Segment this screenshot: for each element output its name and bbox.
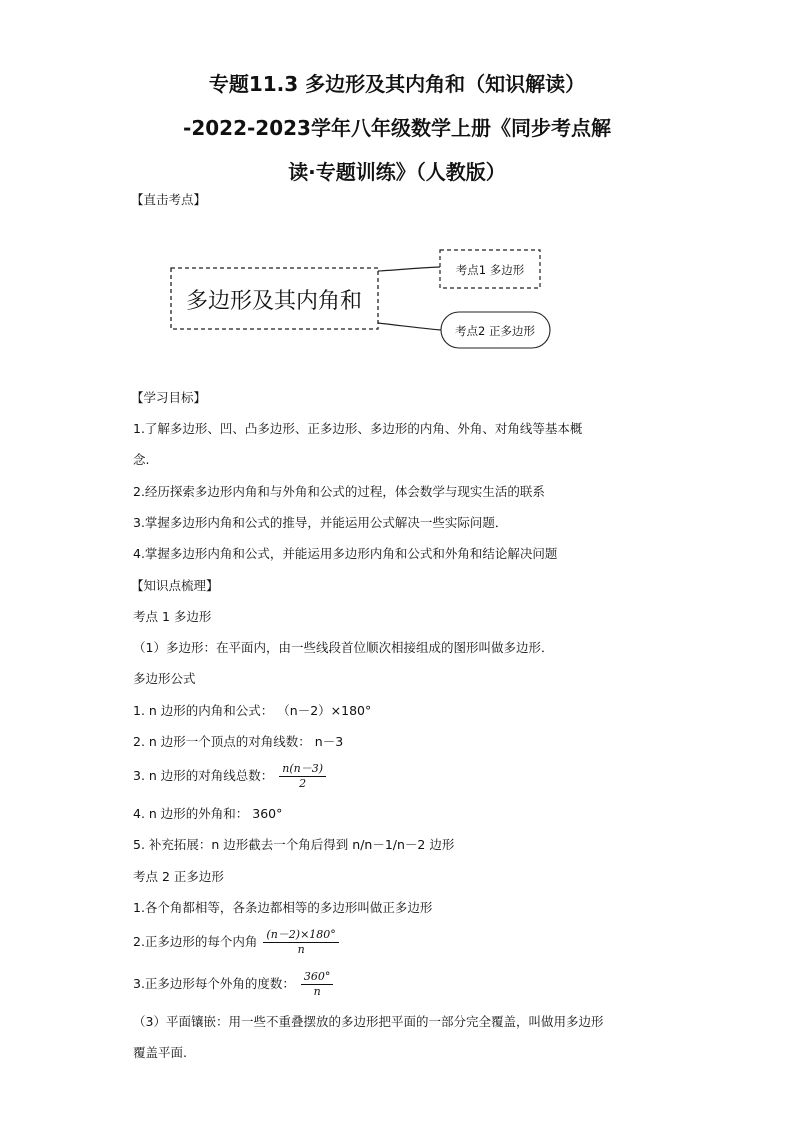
goal-1-cont: 念.	[133, 452, 150, 467]
point1-heading: 考点 1 多边形	[133, 609, 212, 624]
regular-rule-3	[133, 970, 333, 999]
formula-3-numerator: n(n－3)	[279, 762, 326, 777]
regular-rule-2-denominator: n	[297, 943, 305, 956]
section-knowledge: 【知识点梳理】	[131, 578, 219, 593]
regular-rule-3-fraction	[301, 970, 334, 999]
formula-3-label: 3. n 边形的对角线总数：	[133, 768, 274, 783]
formula-3	[133, 762, 326, 791]
section-direct-points: 【直击考点】	[131, 192, 207, 207]
mindmap-node-1-label: 考点1 多边形	[455, 263, 525, 277]
point1-definition: （1）多边形：在平面内，由一些线段首位顺次相接组成的图形叫做多边形．	[133, 640, 554, 655]
mindmap-connector-1	[378, 267, 440, 271]
tiling-line-2: 覆盖平面.	[133, 1045, 187, 1060]
formula-3-fraction	[279, 762, 326, 791]
goal-1: 1.了解多边形、凹、凸多边形、正多边形、多边形的内角、外角、对角线等基本概	[133, 421, 583, 436]
regular-rule-3-numerator: 360°	[301, 970, 334, 985]
regular-rule-3-label: 3.正多边形每个外角的度数：	[133, 976, 295, 991]
regular-rule-2	[133, 928, 339, 957]
formula-4: 4. n 边形的外角和： 360°	[133, 806, 283, 821]
title-line-3: 读·专题训练》（人教版）	[288, 160, 506, 184]
regular-rule-2-numerator: (n－2)×180°	[263, 928, 338, 943]
goal-2: 2.经历探索多边形内角和与外角和公式的过程，体会数学与现实生活的联系	[133, 484, 545, 499]
formula-2: 2. n 边形一个顶点的对角线数： n－3	[133, 734, 344, 749]
regular-rule-1: 1.各个角都相等，各条边都相等的多边形叫做正多边形	[133, 900, 433, 915]
mindmap-central-label: 多边形及其内角和	[185, 289, 363, 314]
mindmap-diagram	[0, 0, 794, 380]
formula-3-denominator: 2	[299, 777, 307, 790]
section-goals: 【学习目标】	[131, 390, 207, 405]
title-line-2: -2022-2023学年八年级数学上册《同步考点解	[183, 116, 611, 140]
formula-1: 1. n 边形的内角和公式： （n－2）×180°	[133, 703, 372, 718]
regular-rule-2-label: 2.正多边形的每个内角	[133, 934, 258, 949]
goal-3: 3.掌握多边形内角和公式的推导，并能运用公式解决一些实际问题．	[133, 515, 508, 530]
title-line-1: 专题11.3 多边形及其内角和（知识解读）	[208, 72, 586, 96]
tiling-line-1: （3）平面镶嵌：用一些不重叠摆放的多边形把平面的一部分完全覆盖，叫做用多边形	[133, 1014, 604, 1029]
regular-rule-3-denominator: n	[313, 985, 321, 998]
formula-title: 多边形公式	[133, 671, 196, 686]
goal-4: 4.掌握多边形内角和公式，并能运用多边形内角和公式和外角和结论解决问题	[133, 546, 558, 561]
regular-rule-2-fraction	[263, 928, 338, 957]
formula-5: 5. 补充拓展：n 边形截去一个角后得到 n/n－1/n－2 边形	[133, 837, 455, 852]
mindmap-connector-2	[378, 323, 441, 330]
mindmap-node-2-label: 考点2 正多边形	[455, 324, 535, 338]
point2-heading: 考点 2 正多边形	[133, 869, 224, 884]
